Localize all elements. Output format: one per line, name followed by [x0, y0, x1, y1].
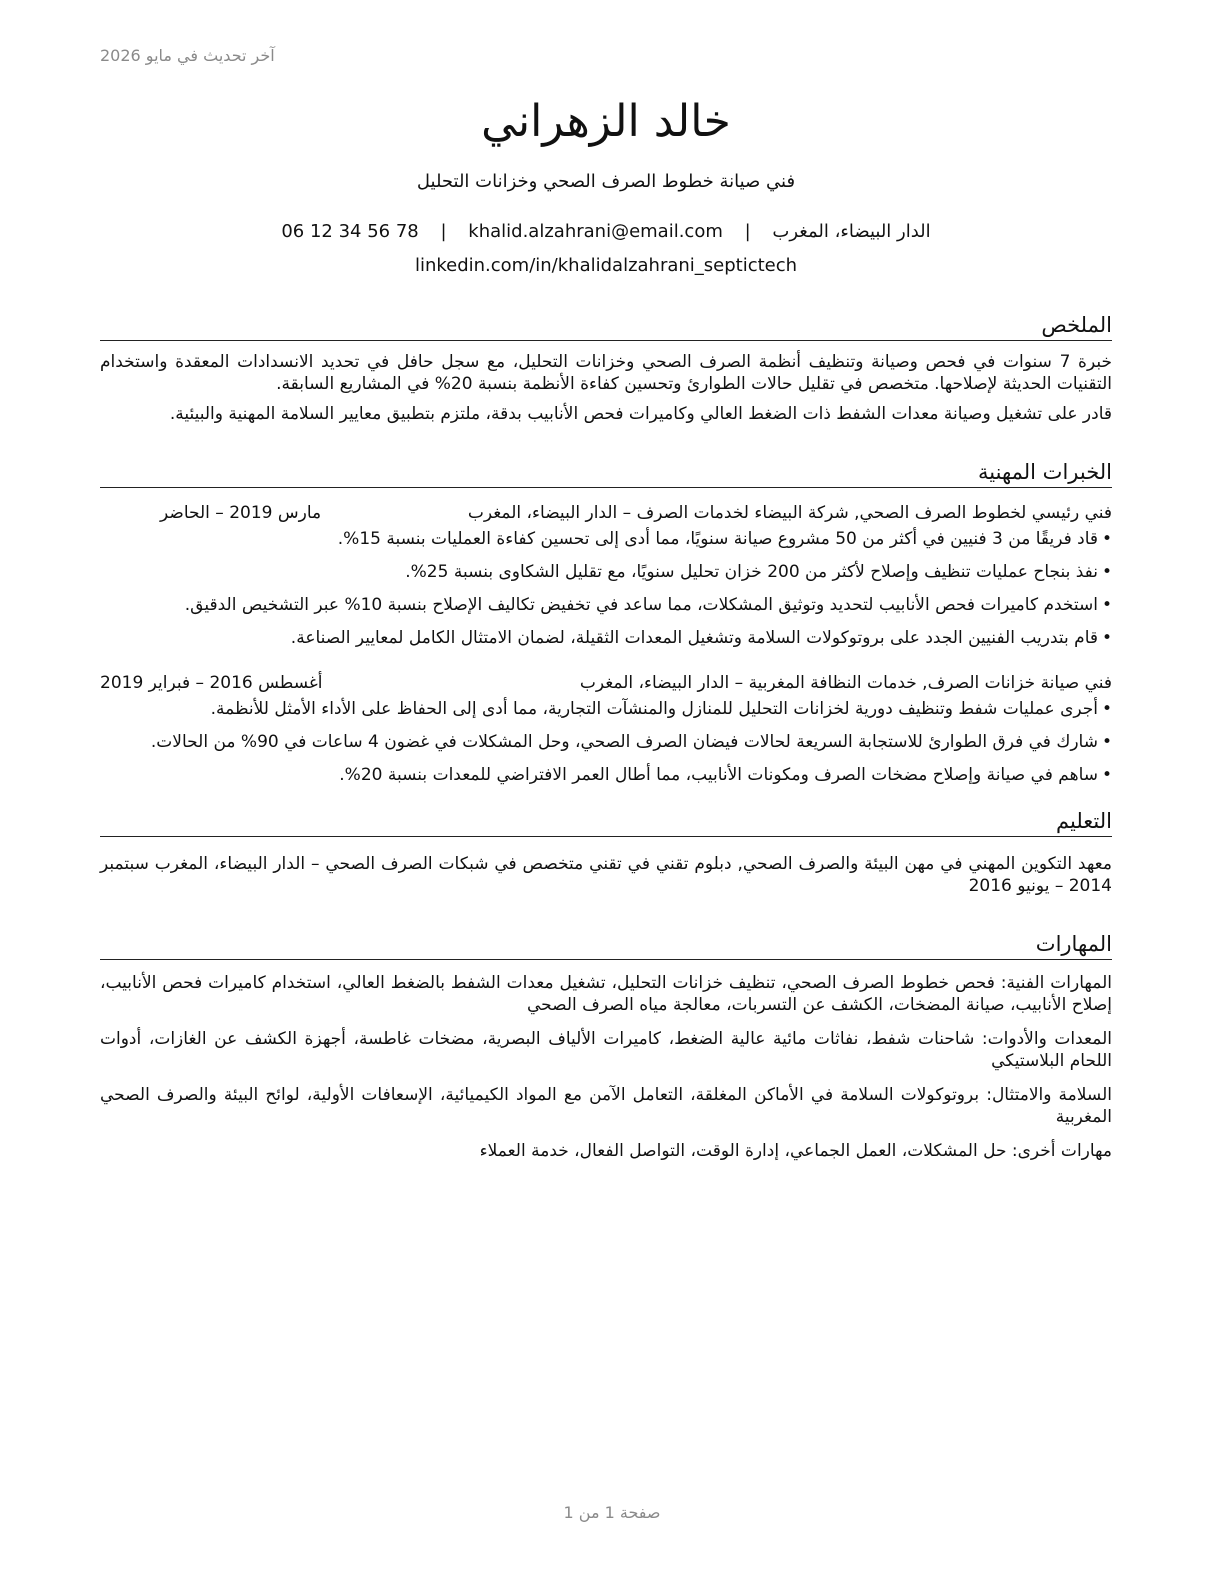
- education-entry: [100, 853, 1112, 897]
- job-bullet: • قاد فريقًا من 3 فنيين في أكثر من 50 مشروع صيانة سنويًا، مما أدى إلى تحسين كفاءة العمليات بنسبة 15%.: [100, 528, 1112, 550]
- job-bullet: • أجرى عمليات شفط وتنظيف دورية لخزانات التحليل للمنازل والمنشآت التجارية، مما أدى إلى الحفاظ على الأداء الأمثل للأنظمة.: [100, 698, 1112, 720]
- job-bullet: • ساهم في صيانة وإصلاح مضخات الصرف ومكونات الأنابيب، مما أطال العمر الافتراضي للمعدات بنسبة 20%.: [100, 764, 1112, 786]
- skills-item: المهارات الفنية: فحص خطوط الصرف الصحي، تنظيف خزانات التحليل، تشغيل معدات الشفط بالضغط العالي، استخدام كاميرات فحص الأنابيب، إصلاح الأنابيب، صيانة المضخات، الكشف عن التسربات، معالجة مياه الصرف الصحي: [100, 973, 1112, 1015]
- education-institution-degree: معهد التكوين المهني في مهن البيئة والصرف الصحي, دبلوم تقني في تقني متخصص في شبكات الصرف الصحي – الدار البيضاء، المغرب: [154, 854, 1112, 874]
- job-bullets: [100, 528, 1112, 649]
- job-dates: مارس 2019 – الحاضر: [160, 503, 322, 523]
- candidate-headline: فني صيانة خطوط الصرف الصحي وخزانات التحليل: [416, 171, 796, 192]
- contact-location: الدار البيضاء، المغرب: [772, 221, 931, 242]
- job-role-company: فني صيانة خزانات الصرف, خدمات النظافة المغربية – الدار البيضاء، المغرب: [579, 673, 1112, 693]
- job-role-company: فني رئيسي لخطوط الصرف الصحي, شركة البيضاء لخدمات الصرف – الدار البيضاء، المغرب: [467, 503, 1112, 523]
- education-dates: سبتمبر 2014 – يونيو 2016: [100, 854, 1112, 896]
- page-number: صفحة 1 من 1: [563, 1503, 661, 1522]
- job-bullet: • شارك في فرق الطوارئ للاستجابة السريعة لحالات فيضان الصرف الصحي، وحل المشكلات في غضون 4 ساعات في 90% من الحالات.: [100, 731, 1112, 753]
- contact-linkedin[interactable]: linkedin.com/in/khalidalzahrani_septictech: [414, 255, 798, 276]
- job-entry: [100, 672, 1112, 786]
- contact-email[interactable]: khalid.alzahrani@email.com: [468, 221, 723, 242]
- contact-separator: |: [440, 221, 447, 242]
- contact-phone[interactable]: 06 12 34 56 78: [281, 221, 419, 242]
- section-title-experience: الخبرات المهنية: [100, 459, 1112, 488]
- job-header: [100, 502, 1112, 524]
- job-entry: [100, 502, 1112, 649]
- job-bullets: [100, 698, 1112, 786]
- skills-item: المعدات والأدوات: شاحنات شفط، نفاثات مائية عالية الضغط، كاميرات الألياف البصرية، مضخات غاطسة، أجهزة الكشف عن الغازات، أدوات اللحام البلاستيكي: [100, 1029, 1112, 1071]
- job-bullet: • استخدم كاميرات فحص الأنابيب لتحديد وتوثيق المشكلات، مما ساعد في تخفيض تكاليف الإصلاح بنسبة 10% عبر التشخيص الدقيق.: [100, 594, 1112, 616]
- summary-paragraph: قادر على تشغيل وصيانة معدات الشفط ذات الضغط العالي وكاميرات فحص الأنابيب بدقة، ملتزم بتطبيق معايير السلامة المهنية والبيئية.: [169, 404, 1112, 424]
- section-title-education: التعليم: [100, 808, 1112, 837]
- candidate-name: خالد الزهراني: [481, 96, 731, 147]
- job-header: [100, 672, 1112, 694]
- skills-item: السلامة والامتثال: بروتوكولات السلامة في الأماكن المغلقة، التعامل الآمن مع المواد الكيميائية، الإسعافات الأولية، لوائح البيئة والصرف الصحي المغربية: [100, 1085, 1112, 1127]
- job-dates: أغسطس 2016 – فبراير 2019: [100, 673, 323, 693]
- summary-paragraph: خبرة 7 سنوات في فحص وصيانة وتنظيف أنظمة الصرف الصحي وخزانات التحليل، مع سجل حافل في تحديد الانسدادات المعقدة واستخدام التقنيات الحديثة لإصلاحها. متخصص في تقليل حالات الطوارئ وتحسين كفاءة الأنظمة بنسبة 20% في المشاريع السابقة.: [100, 352, 1112, 394]
- skills-item: مهارات أخرى: حل المشكلات، العمل الجماعي، إدارة الوقت، التواصل الفعال، خدمة العملاء: [479, 1141, 1112, 1161]
- contact-line: [100, 220, 1112, 244]
- job-bullet: • نفذ بنجاح عمليات تنظيف وإصلاح لأكثر من 200 خزان تحليل سنويًا، مع تقليل الشكاوى بنسبة 25%.: [100, 561, 1112, 583]
- resume-content: [100, 96, 1112, 1162]
- contact-separator: |: [744, 221, 751, 242]
- last-updated-note: آخر تحديث في مايو 2026: [100, 46, 275, 65]
- job-bullet: • قام بتدريب الفنيين الجدد على بروتوكولات السلامة وتشغيل المعدات الثقيلة، لضمان الامتثال الكامل لمعايير الصناعة.: [100, 627, 1112, 649]
- section-title-summary: الملخص: [100, 312, 1112, 341]
- section-title-skills: المهارات: [100, 931, 1112, 960]
